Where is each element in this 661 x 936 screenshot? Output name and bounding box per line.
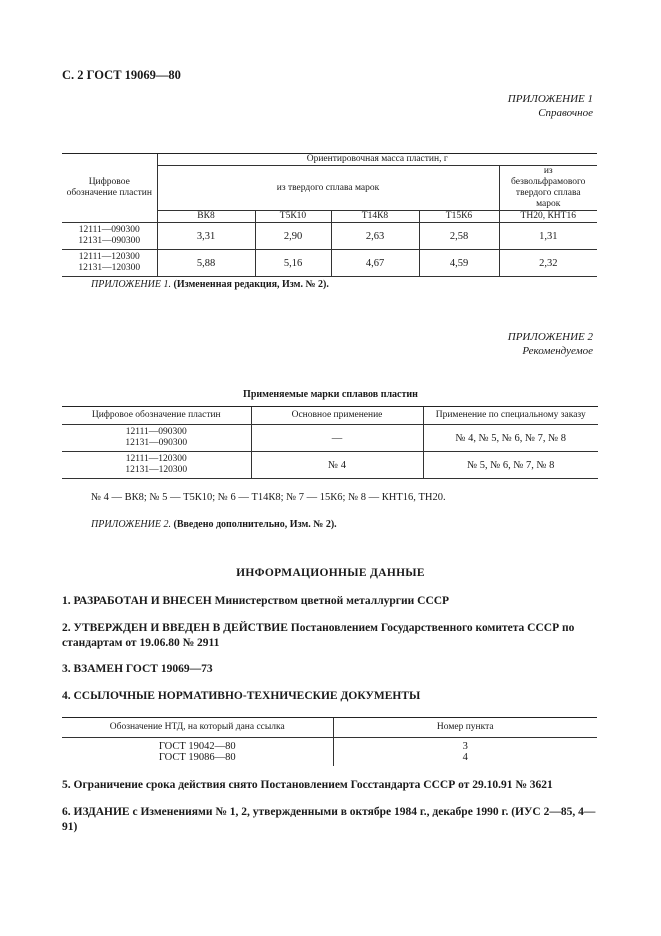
info-item-1: 1. РАЗРАБОТАН И ВНЕСЕН Министерством цветной металлургии СССР	[62, 595, 450, 607]
mass-table	[62, 153, 597, 277]
appendix-2-status: Рекомендуемое	[522, 345, 593, 357]
references-table	[62, 717, 597, 766]
mass-cell: 2,63	[331, 223, 419, 250]
references-header-doc: Обозначение НТД, на который дана ссылка	[62, 718, 333, 738]
alloys-header-main: Основное применение	[251, 407, 423, 425]
grade-header: Т15К6	[419, 211, 499, 223]
special-use-cell: № 4, № 5, № 6, № 7, № 8	[423, 425, 598, 452]
table-row	[62, 250, 597, 277]
plate-code-cell: 12111—120300 12131—120300	[62, 452, 251, 479]
group-header: Ориентировочная масса пластин, г	[157, 154, 597, 166]
mass-cell: 4,67	[331, 250, 419, 277]
main-use-cell: —	[251, 425, 423, 452]
table-row	[62, 738, 597, 766]
references-header-point: Номер пункта	[333, 718, 597, 738]
col-code-header: Цифровое обозначение пластин	[62, 154, 157, 223]
info-item-3: 3. ВЗАМЕН ГОСТ 19069—73	[62, 663, 213, 675]
info-item-2: 2. УТВЕРЖДЕН И ВВЕДЕН В ДЕЙСТВИЕ Постановлением Государственного комитета СССР по стандартам от 19.06.80 № 2911	[62, 622, 575, 649]
alloys-table-title: Применяемые марки сплавов пластин	[243, 389, 418, 400]
grade-header: ТН20, КНТ16	[499, 211, 597, 223]
grade-header: ВК8	[157, 211, 255, 223]
reference-points-cell: 3 4	[333, 738, 597, 766]
appendix-2-title: ПРИЛОЖЕНИЕ 2	[507, 331, 593, 343]
info-item-5: 5. Ограничение срока действия снято Постановлением Госстандарта СССР от 29.10.91 № 3621	[62, 779, 553, 791]
page-header: С. 2 ГОСТ 19069—80	[62, 68, 181, 82]
mass-cell: 1,31	[499, 223, 597, 250]
plate-code-cell: 12111—120300 12131—120300	[62, 250, 157, 277]
grade-header: Т5К10	[255, 211, 331, 223]
appendix-2-note: ПРИЛОЖЕНИЕ 2. (Введено дополнительно, Изм. № 2).	[91, 519, 337, 530]
reference-docs-cell: ГОСТ 19042—80 ГОСТ 19086—80	[158, 740, 236, 763]
table-row	[62, 452, 598, 479]
plate-code-cell: 12111—090300 12131—090300	[62, 425, 251, 452]
appendix-2-heading	[508, 330, 593, 358]
info-item-4: 4. ССЫЛОЧНЫЕ НОРМАТИВНО-ТЕХНИЧЕСКИЕ ДОКУМЕНТЫ	[62, 690, 421, 702]
appendix-1-title: ПРИЛОЖЕНИЕ 1	[507, 93, 593, 105]
alloys-table	[62, 406, 598, 479]
tungsten-free-header: из безвольфрамового твердого сплава марок	[499, 166, 597, 211]
alloys-header-special: Применение по специальному заказу	[423, 407, 598, 425]
appendix-1-status: Справочное	[538, 107, 593, 119]
mass-cell: 5,88	[157, 250, 255, 277]
info-title: ИНФОРМАЦИОННЫЕ ДАННЫЕ	[236, 567, 425, 579]
hard-alloys-header: из твердого сплава марок	[157, 166, 499, 211]
mass-cell: 2,32	[499, 250, 597, 277]
table-row	[62, 425, 598, 452]
mass-cell: 3,31	[157, 223, 255, 250]
appendix-1-note: ПРИЛОЖЕНИЕ 1. (Измененная редакция, Изм. № 2).	[91, 279, 329, 290]
main-use-cell: № 4	[251, 452, 423, 479]
alloy-legend: № 4 — ВК8; № 5 — Т5К10; № 6 — Т14К8; № 7 — 15К6; № 8 — КНТ16, ТН20.	[91, 492, 446, 503]
plate-code-cell: 12111—090300 12131—090300	[62, 223, 157, 250]
alloys-header-code: Цифровое обозначение пластин	[62, 407, 251, 425]
mass-cell: 4,59	[419, 250, 499, 277]
info-item-6: 6. ИЗДАНИЕ с Изменениями № 1, 2, утвержденными в октябре 1984 г., декабре 1990 г. (ИУС 2—85, 4—91)	[62, 806, 596, 833]
grade-header: Т14К8	[331, 211, 419, 223]
mass-cell: 5,16	[255, 250, 331, 277]
table-row	[62, 223, 597, 250]
mass-cell: 2,90	[255, 223, 331, 250]
appendix-1-heading	[508, 92, 593, 120]
mass-cell: 2,58	[419, 223, 499, 250]
special-use-cell: № 5, № 6, № 7, № 8	[423, 452, 598, 479]
